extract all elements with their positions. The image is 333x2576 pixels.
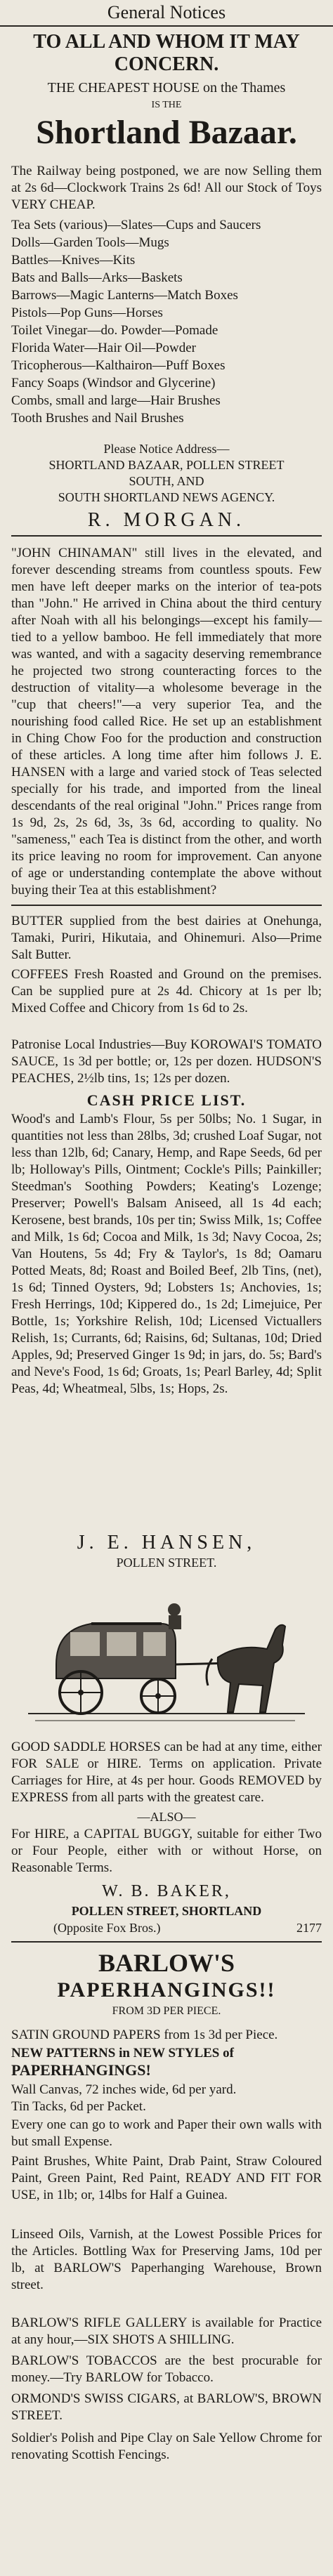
bazaar-intro: The Railway being postponed, we are now Selling them at 2s 6d—Clockwork Trains 2s 6d! All our Stock of Toys VERY CHEAP.	[11, 164, 322, 212]
wall-canvas: Wall Canvas, 72 inches wide, 6d per yard.	[11, 2082, 237, 2097]
baker-name: W. B. BAKER,	[102, 1882, 231, 1900]
headline-line-2: CONCERN.	[114, 53, 219, 75]
price-list-title: CASH PRICE LIST.	[86, 1091, 247, 1109]
also-label: —ALSO—	[137, 1810, 196, 1824]
headline-line-1: TO ALL AND WHOM IT MAY	[33, 31, 300, 53]
bazaar-address	[11, 441, 322, 532]
address-label: Please Notice Address—	[103, 442, 230, 456]
patronise-notice: Patronise Local Industries—Buy KOROWAI'S TOMATO SAUCE, 1s 3d per bottle; or, 12s per dozen. HUDSON'S PEACHES, 2½lb tins, 1s; 12s per dozen.	[11, 1037, 322, 1086]
new-patterns-line-2: PAPERHANGINGS!	[11, 2061, 151, 2079]
divider	[11, 905, 322, 906]
lead-line: THE CHEAPEST HOUSE on the Thames	[47, 80, 286, 96]
list-item: Dolls—Garden Tools—Mugs	[11, 235, 169, 250]
barlow-header	[11, 1948, 322, 2019]
list-item: Fancy Soaps (Windsor and Glycerine)	[11, 376, 216, 390]
baker-signature	[11, 1879, 322, 1919]
hansen-street: POLLEN STREET.	[116, 1556, 217, 1570]
list-item: Tricopherous—Kalthairon—Puff Boxes	[11, 358, 226, 373]
barlow-product: PAPERHANGINGS!!	[57, 1978, 276, 2002]
horse-carriage-engraving	[28, 1580, 305, 1735]
new-patterns-line-1: NEW PATTERNS in NEW STYLES of	[11, 2046, 234, 2061]
list-item: Florida Water—Hair Oil—Powder	[11, 341, 197, 355]
satin-papers: SATIN GROUND PAPERS from 1s 3d per Piece.	[11, 2028, 278, 2042]
list-item: Pistols—Pop Guns—Horses	[11, 305, 163, 320]
every-one: Every one can go to work and Paper their own walls with but small Expense.	[11, 2117, 322, 2149]
baker-street: POLLEN STREET, SHORTLAND	[71, 1904, 262, 1918]
list-item: Tooth Brushes and Nail Brushes	[11, 411, 184, 426]
baker-opposite-line	[11, 1920, 322, 1936]
divider	[11, 535, 322, 537]
notice-shortland-bazaar	[11, 31, 322, 152]
tin-tacks: Tin Tacks, 6d per Packet.	[11, 2099, 146, 2114]
butter-notice: BUTTER supplied from the best dairies at Onehunga, Tamaki, Puriri, Hikutaia, and Ohinemuri. Also—Prime Salt Butter.	[11, 914, 322, 962]
proprietor-name: R. MORGAN.	[87, 509, 246, 531]
polish-notice: Soldier's Polish and Pipe Clay on Sale Yellow Chrome for renovating Scottish Fencings.	[11, 2431, 322, 2462]
rifle-gallery: BARLOW'S RIFLE GALLERY is available for Practice at any hour,—SIX SHOTS A SHILLING.	[11, 2315, 322, 2347]
saddle-horses-notice: GOOD SADDLE HORSES can be had at any time, either FOR SALE or HIRE. Terms on application. Private Carriages for Hire, at 4s per hour. Goods REMOVED by EXPRESS from all parts with the greatest care.	[11, 1740, 322, 1805]
address-line-2: SOUTH, AND	[129, 474, 204, 488]
cigars-notice: ORMOND'S SWISS CIGARS, at BARLOW'S, BROWN STREET.	[11, 2391, 322, 2423]
paint-notice: Paint Brushes, White Paint, Drab Paint, Straw Coloured Paint, Green Paint, Red Paint, READY AND FIT FOR USE, in 1lb; or, 14lbs for Half a Guinea.	[11, 2154, 322, 2202]
price-list: Wood's and Lamb's Flour, 5s per 50lbs; No. 1 Sugar, in quantities not less than 28lbs, 3d; crushed Loaf Sugar, not less than 12lb, 6d; Canary, Hemp, and Rape Seeds, 6d per lb; Holloway's Pills, Ointment; Cockle's Pills; Painkiller; Steedman's Soothing Powders; Keating's Lozenge; Preserver; Powell's Balsam Aniseed, all 1s 4d each; Kerosene, best brands, 10s per tin; Swiss Milk, 1s; Coffee and Milk, 1s 6d; Cocoa and Milk, 1s 3d; Navy Cocoa, 2s; Van Houtens, 5s 4d; Fry & Taylor's, 1s 8d; Oamaru Potted Meats, 8d; Roast and Boiled Beef, 2lb Tins, (net), 1s 6d; Tinned Oysters, 9d; Lobsters 1s; Anchovies, 1s; Fresh Herrings, 10d; Kippered do., 1s 2d; Limejuice, Per Bottle, 1s; Yorkshire Relish, 10d; Licensed Victuallers Relish, 1s; Currants, 6d; Raisins, 6d; Sultanas, 10d; Dried Apples, 9d; Preserved Ginger 1s 9d; in jars, do. 5s; Bard's and Neve's Food, 1s 6d; Groats, 1s; Pearl Barley, 4d; Split Peas, 4d; Wheatmeal, 5lbs, 1s; Hops, 2s.	[11, 1112, 322, 1396]
divider	[11, 1941, 322, 1943]
list-item: Barrows—Magic Lanterns—Match Boxes	[11, 288, 238, 303]
address-line-1: SHORTLAND BAZAAR, POLLEN STREET	[48, 458, 285, 472]
barlow-firm: BARLOW'S	[98, 1949, 235, 1977]
address-line-3: SOUTH SHORTLAND NEWS AGENCY.	[58, 490, 275, 504]
list-item: Combs, small and large—Hair Brushes	[11, 393, 221, 408]
list-item: Bats and Balls—Arks—Baskets	[11, 270, 183, 285]
tobacco-notice: BARLOW'S TOBACCOS are the best procurable for money.—Try BARLOW for Tobacco.	[11, 2353, 322, 2385]
bazaar-name: Shortland Bazaar.	[36, 114, 297, 151]
bazaar-item-list	[11, 216, 322, 427]
hansen-name: J. E. HANSEN,	[77, 1532, 256, 1553]
list-item: Battles—Knives—Kits	[11, 253, 136, 268]
new-patterns	[11, 2045, 322, 2079]
barlow-from-price: FROM 3D PER PIECE.	[112, 2005, 221, 2017]
is-the-line: IS THE	[151, 100, 182, 110]
opposite-text: (Opposite Fox Bros.)	[53, 1921, 161, 1935]
list-item: Toilet Vinegar—do. Powder—Pomade	[11, 323, 218, 338]
advert-ref: 2177	[296, 1921, 322, 1935]
section-title: General Notices	[0, 0, 333, 27]
buggy-notice: For HIRE, a CAPITAL BUGGY, suitable for either Two or Four People, either with or without Horse, on Reasonable Terms.	[11, 1827, 322, 1875]
john-chinaman-notice: "JOHN CHINAMAN" still lives in the elevated, and forever descending streams from countless spouts. Few men have left deeper marks on the interior of tea-pots than "John." He arrived in China about the third century after Noah with all his belongings—except his family—tied to a yellow bamboo. He fell immediately that more was wanted, and with a sagacity deserving remembrance he projected two strong counteracting forces to the destruction of vitality—a wholesome beverage in the "cup that cheers!"—a very superior Tea, and the nourishing food called Rice. He set up an establishment in Ching Chow Foo for the production and construction of these articles. A long time after him follows J. E. HANSEN with a large and varied stock of Teas selected specially for his trade, and imported from the lineal descendants of the real original "John." Prices range from 1s 9d, 2s, 2s 6d, 3s, 3s 6d, according to quality. No "sameness," each Tea is distinct from the other, and worth its price leaving no room for improvement. Can anyone of age or understanding contemplate the above without buying their Tea at this establishment?	[11, 546, 322, 898]
linseed-notice: Linseed Oils, Varnish, at the Lowest Possible Prices for the Articles. Bottling Wax for Preserving Jams, 10d per lb, at BARLOW'S Paperhanging Warehouse, Brown street.	[11, 2227, 322, 2292]
hansen-signature	[11, 1531, 322, 1571]
coffee-notice: COFFEES Fresh Roasted and Ground on the premises. Can be supplied pure at 2s 4d. Chicory at 1s per lb; Mixed Coffee and Chicory from 1s 6d to 2s.	[11, 967, 322, 1016]
list-item: Tea Sets (various)—Slates—Cups and Saucers	[11, 218, 261, 232]
